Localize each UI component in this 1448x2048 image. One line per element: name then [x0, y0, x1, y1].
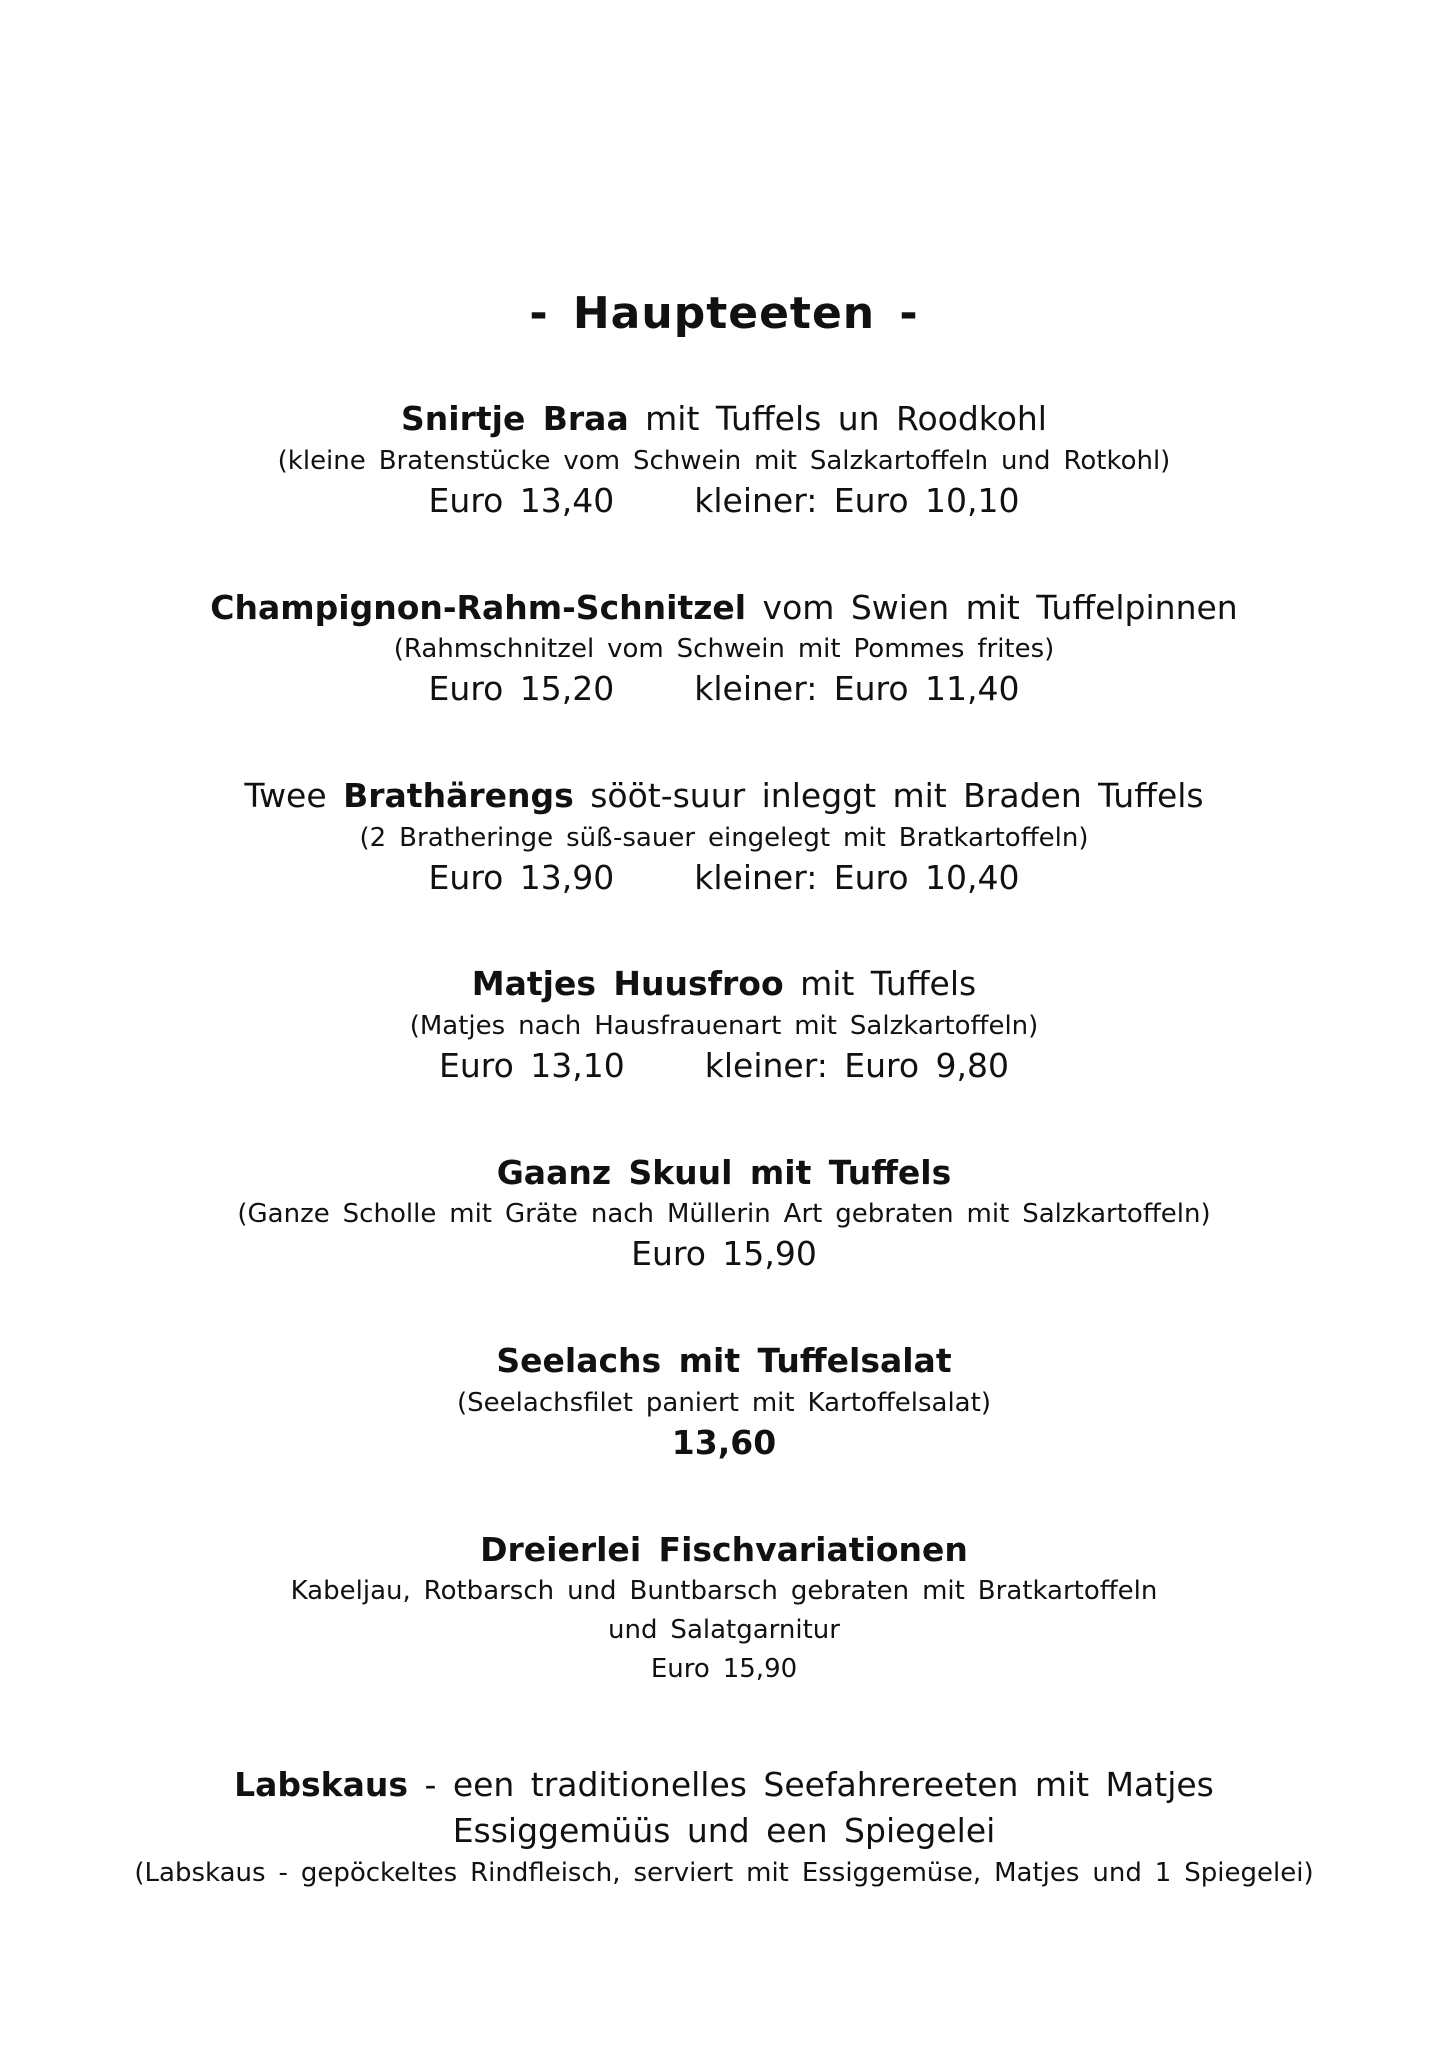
dish-description-4: (Matjes nach Hausfrauenart mit Salzkartoffeln) — [409, 1011, 1039, 1041]
page-title: - Haupteeten - — [529, 288, 919, 339]
dish-small-price: kleiner: Euro 10,10 — [694, 481, 1020, 520]
dish-name-rest: sööt-suur inleggt mit Braden Tuffels — [573, 776, 1204, 815]
dish-small-price: kleiner: Euro 10,40 — [694, 858, 1020, 897]
dish-price: Euro 13,90 — [428, 858, 615, 897]
dish-description-6: (Seelachsfilet paniert mit Kartoffelsalat) — [457, 1388, 991, 1418]
dish-name-5: Gaanz Skuul mit Tuffels — [496, 1153, 952, 1192]
dish-name-rest: vom Swien mit Tuffelpinnen — [746, 588, 1238, 627]
dish-description-7-line-1: Kabeljau, Rotbarsch und Buntbarsch gebraten mit Bratkartoffeln — [290, 1576, 1158, 1606]
dish-description-5: (Ganze Scholle mit Gräte nach Müllerin Art gebraten mit Salzkartoffeln) — [237, 1199, 1211, 1229]
dish-price-row-4 — [0, 1046, 1448, 1085]
dish-price-5: Euro 15,90 — [631, 1234, 817, 1273]
dish-name-4 — [0, 964, 1448, 1003]
dish-price-row-2 — [0, 669, 1448, 708]
dish-name-bold: Champignon-Rahm-Schnitzel — [210, 588, 747, 627]
dish-price: Euro 15,20 — [428, 669, 615, 708]
dish-price-6: 13,60 — [671, 1423, 777, 1462]
dish-description-8: (Labskaus - gepöckeltes Rindfleisch, serviert mit Essiggemüse, Matjes und 1 Spiegelei) — [134, 1858, 1314, 1888]
dish-small-price: kleiner: Euro 11,40 — [694, 669, 1020, 708]
dish-description-3: (2 Bratheringe süß-sauer eingelegt mit Bratkartoffeln) — [359, 823, 1089, 853]
dish-name-3 — [0, 776, 1448, 815]
dish-price-row-1 — [0, 481, 1448, 520]
dish-name-2 — [0, 588, 1448, 627]
dish-name-rest: - een traditionelles Seefahrereeten mit Matjes — [408, 1765, 1214, 1804]
dish-price: Euro 13,40 — [428, 481, 615, 520]
dish-description-2: (Rahmschnitzel vom Schwein mit Pommes frites) — [393, 634, 1055, 664]
dish-name-7: Dreierlei Fischvariationen — [480, 1530, 968, 1569]
dish-small-price: kleiner: Euro 9,80 — [704, 1046, 1009, 1085]
dish-name-rest: mit Tuffels — [783, 964, 977, 1003]
dish-name-8 — [0, 1765, 1448, 1804]
dish-description-1: (kleine Bratenstücke vom Schwein mit Salzkartoffeln und Rotkohl) — [277, 446, 1171, 476]
dish-name-rest: mit Tuffels un Roodkohl — [628, 399, 1047, 438]
dish-name-bold: Matjes Huusfroo — [471, 964, 784, 1003]
dish-price-7: Euro 15,90 — [650, 1654, 798, 1684]
dish-price-row-3 — [0, 858, 1448, 897]
dish-name-8-line-2: Essiggemüüs und een Spiegelei — [452, 1811, 996, 1850]
dish-name-6: Seelachs mit Tuffelsalat — [496, 1341, 952, 1380]
dish-name-1 — [0, 399, 1448, 438]
dish-price: Euro 13,10 — [439, 1046, 625, 1085]
dish-name-bold: Brathärengs — [343, 776, 574, 815]
dish-name-pre: Twee — [244, 776, 344, 815]
dish-name-bold: Labskaus — [234, 1765, 409, 1804]
dish-name-bold: Snirtje Braa — [401, 399, 629, 438]
dish-description-7-line-2: und Salatgarnitur — [608, 1615, 840, 1645]
